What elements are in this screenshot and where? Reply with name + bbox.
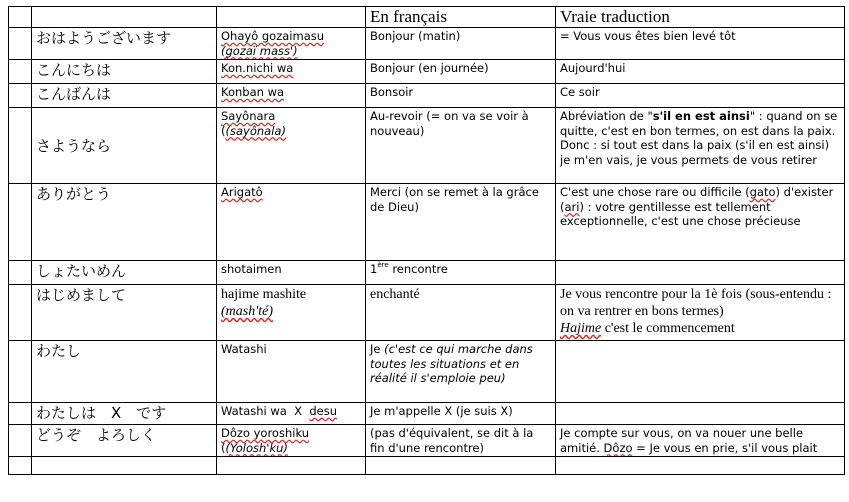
japanese-cell: こんばんは [32,84,217,108]
french-cell: enchanté [366,285,556,341]
translation-cell [556,341,845,403]
romaji-cell: shotaimen [217,261,366,285]
french-cell: Merci (on se remet à la grâce de Dieu) [366,184,556,261]
translation-cell [556,261,845,285]
japanese-cell: わたし [32,341,217,403]
cell [9,7,32,28]
table-row [9,108,845,184]
romaji-cell: hajime mashite (mash'té) [217,285,366,341]
translation-cell: Abréviation de "s'il en est ainsi" : quand on se quitte, c'est en bon termes, on est dans la paix. Donc : si tout est dans la paix (s'il en est ainsi) je m'en vais, je vous permets de vous retirer [556,108,845,184]
header-true-translation: Vraie traduction [556,7,845,28]
french-cell [366,457,556,475]
table-row [9,425,845,457]
japanese-cell [32,457,217,475]
french-cell: 1ère rencontre [366,261,556,285]
translation-cell [556,457,845,475]
table-row [9,457,845,475]
romaji-cell: Kon.nichi wa [217,60,366,84]
french-cell: Au-revoir (= on va se voir à nouveau) [366,108,556,184]
french-cell: Bonjour (en journée) [366,60,556,84]
romaji-cell: Arigatô [217,184,366,261]
header-french: En français [366,7,556,28]
table-row [9,403,845,425]
french-cell: Je (c'est ce qui marche dans toutes les situations et en réalité il s'emploie peu) [366,341,556,403]
header-row [9,7,845,28]
japanese-cell: わたしは X です [32,403,217,425]
table-row [9,261,845,285]
romaji-cell: Sayônara ((sayônala) [217,108,366,184]
french-cell: (pas d'équivalent, se dit à la fin d'une rencontre) [366,425,556,457]
table-row [9,184,845,261]
table-row [9,84,845,108]
table-row [9,28,845,60]
french-cell: Bonjour (matin) [366,28,556,60]
romaji-cell [217,457,366,475]
cell [32,7,217,28]
translation-cell: = Vous vous êtes bien levé tôt [556,28,845,60]
vocabulary-table [8,6,845,475]
translation-cell: Aujourd'hui [556,60,845,84]
romaji-cell: Ohayô gozaimasu (gozaï mass') [217,28,366,60]
cell [217,7,366,28]
translation-cell: Ce soir [556,84,845,108]
french-cell: Je m'appelle X (je suis X) [366,403,556,425]
table-row [9,285,845,341]
translation-cell: C'est une chose rare ou difficile (gato) d'exister (ari) : votre gentillesse est tellement exceptionnelle, c'est une chose précieuse [556,184,845,261]
romaji-cell: Watashi wa X desu [217,403,366,425]
japanese-cell: どうぞ よろしく [32,425,217,457]
french-cell: Bonsoir [366,84,556,108]
japanese-cell: こんにちは [32,60,217,84]
japanese-cell: さようなら [32,108,217,184]
translation-cell: Je compte sur vous, on va nouer une belle amitié. Dôzo = Je vous en prie, s'il vous plait [556,425,845,457]
romaji-cell: Konban wa [217,84,366,108]
table-row [9,341,845,403]
japanese-cell: はじめまして [32,285,217,341]
japanese-cell: しょたいめん [32,261,217,285]
table-row [9,60,845,84]
romaji-cell: Dôzo yoroshiku ((Yolosh'ku) [217,425,366,457]
japanese-cell: おはようございます [32,28,217,60]
japanese-cell: ありがとう [32,184,217,261]
translation-cell [556,403,845,425]
romaji-cell: Watashi [217,341,366,403]
translation-cell: Je vous rencontre pour la 1è fois (sous-entendu : on va rentrer en bons termes) Hajime c'est le commencement [556,285,845,341]
